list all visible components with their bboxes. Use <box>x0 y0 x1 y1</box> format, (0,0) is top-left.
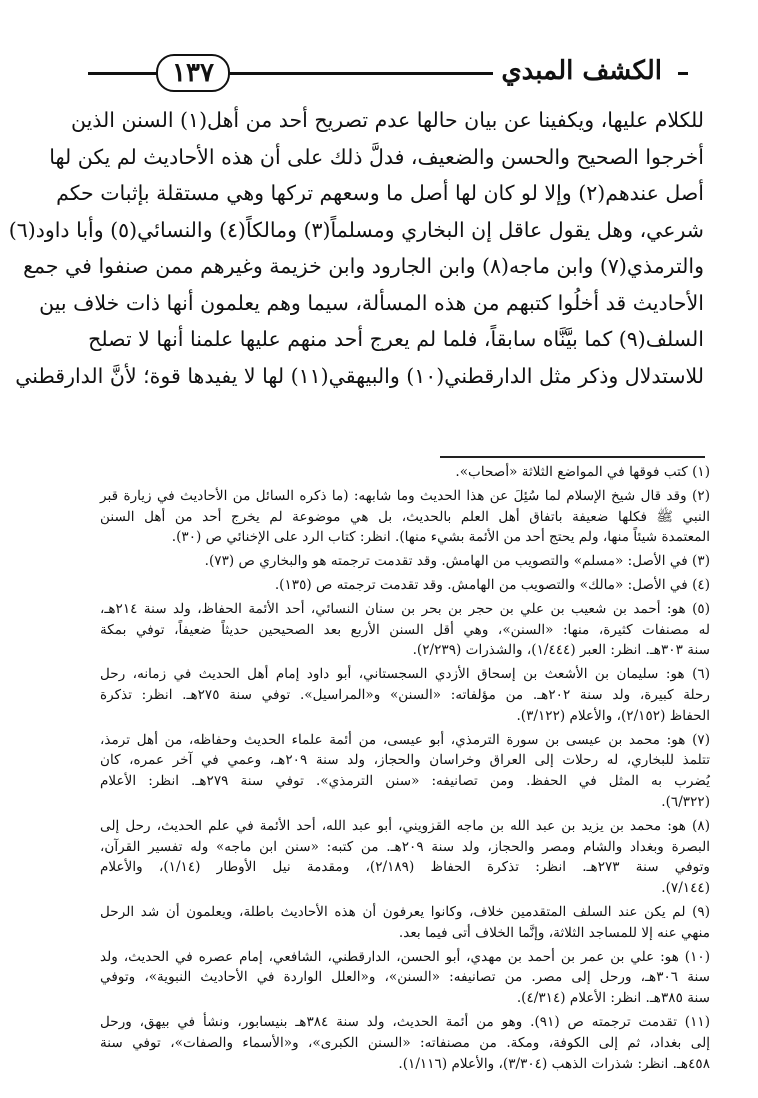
footnote-line: له مصنفات كثيرة، منها: «السنن»، وهي أقل السنن الأربع بعد الصحيحين حديثاً ضعيفاً، توفي بمكة <box>100 621 710 638</box>
footnotes <box>100 462 710 1077</box>
page-number: ١٣٧ <box>172 58 214 88</box>
footnote-line: (٤) في الأصل: «مالك» والتصويب من الهامش. وقد تقدمت ترجمته ص (١٣٥). <box>274 576 710 593</box>
footnote-line: المعتمدة شيئاً منها، ولم يحتج أحد من الأئمة بشيء منها). انظر: كتاب الرد على الإخنائي ص (٣٠). <box>171 529 710 546</box>
footnote-line: (٣) في الأصل: «مسلم» والتصويب من الهامش. وقد تقدمت ترجمته هو والبخاري ص (٧٣). <box>204 553 710 570</box>
footnote-line: ٤٥٨هـ. انظر: شذرات الذهب (٣/٣٠٤)، والأعلام (١/١١٦). <box>398 1055 710 1072</box>
body-line: للكلام عليها، ويكفينا عن بيان حالها عدم تصريح أحد من أهل(١) السنن الذين <box>70 108 704 132</box>
body-line: أخرجوا الصحيح والحسن والضعيف، فدلَّ ذلك على أن هذه الأحاديث لم يكن لها <box>49 144 704 169</box>
footnote-line: (٦/٣٢٢). <box>661 793 710 810</box>
footnote <box>100 816 710 899</box>
body-line: للاستدلال وذكر مثل الدارقطني(١٠) والبيهقي(١١) لها لا يفيدها قوة؛ لأنَّ الدارقطني <box>15 363 704 388</box>
footnote-line: رحلة كبيرة، ولد سنة ٢٠٢هـ. من مؤلفاته: «السنن» و«المراسيل». توفي سنة ٢٧٥هـ. انظر: تذكرة <box>100 686 710 703</box>
footnote-line: (٨) هو: محمد بن يزيد بن عبد الله بن ماجه القزويني، أبو عبد الله، أحد الأئمة في علم الحديث، رحل إلى <box>100 817 710 834</box>
footnote <box>100 1012 710 1074</box>
footnote-line: (٦) هو: سليمان بن الأشعث بن إسحاق الأزدي السجستاني، أبو داود إمام أهل الحديث في زمانه، رحل <box>100 666 710 683</box>
page-number-frame <box>156 54 230 92</box>
footnote-line: الحفاظ (٢/١٥٢)، والأعلام (٣/١٢٢). <box>516 707 710 724</box>
footnote-line: سنة ٣٠٣هـ. انظر: العبر (١/٤٤٤)، والشذرات (٢/٢٣٩). <box>412 642 710 659</box>
body-line: السلف(٩) كما بيَّنَّاه سابقاً، فلما لم يعرج أحد منهم عليها علمنا أنها لا تصلح <box>88 327 704 351</box>
footnote-line: (١١) تقدمت ترجمته ص (٩١). وهو من أئمة الحديث، ولد سنة ٣٨٤هـ بنيسابور، ونشأ في بيهق، ورحل <box>100 1013 711 1030</box>
footnote-line: إلى بغداد، ثم إلى الكوفة، ومكة. من مصنفاته: «السنن الكبرى»، و«الأسماء والصفات»، توفي سنة <box>100 1034 710 1051</box>
footnote-line: (٢) وقد قال شيخ الإسلام لما سُئِلَ عن هذا الحديث وما شابهه: (ما ذكره السائل من الأحاديث في زيارة قبر <box>100 487 710 504</box>
footnote-line: (٥) هو: أحمد بن شعيب بن علي بن حجر بن بحر بن سنان النسائي، أحد الأئمة الحفاظ، ولد سنة ٢١٤هـ، <box>100 600 710 617</box>
footnote-line: يُضرب به المثل في الحفظ. ومن تصانيفه: «سنن الترمذي». توفي سنة ٢٧٩هـ. انظر: الأعلام <box>100 773 710 790</box>
body-line: أصل عندهم(٢) وإلا لو كان لها أصل ما وسعهم تركها وهي مستقلة بإثبات حكم <box>56 181 704 205</box>
footnote <box>100 730 710 813</box>
footnote-line: (٧) هو: محمد بن عيسى بن سورة الترمذي، أبو عيسى، من أئمة علماء الحديث وحفاظه، من أهل ترمذ، <box>100 731 710 748</box>
footnote-line: تتلمذ للبخاري، له رحلات إلى العراق وخراسان والحجاز، ولد سنة ٢٠٩هـ، وعمي في آخر عمره، كان <box>100 752 710 769</box>
body-line: الأحاديث قد أخلُوا كتبهم من هذه المسألة، سيما وهم يعلمون أنها ذات خلاف بين <box>39 290 704 315</box>
footnote <box>100 599 710 661</box>
footnote-line: (١) كتب فوقها في المواضع الثلاثة «أصحاب». <box>455 464 710 480</box>
footnote <box>100 575 710 596</box>
footnote-line: النبي ﷺ فكلها ضعيفة باتفاق أهل العلم بالحديث، بل هي موضوعة لم يخرج أحد من أهل السنن <box>100 508 710 525</box>
footnote <box>100 947 710 1009</box>
page-header <box>88 52 688 92</box>
footnote-line: منهي عنه إلا للمساجد الثلاثة، وإنَّما الخلاف أتى فيما بعد. <box>398 924 710 941</box>
body-line: والترمذي(٧) وابن ماجه(٨) وابن الجارود وابن خزيمة وغيرهم ممن صنفوا في جمع <box>23 254 704 278</box>
footnote <box>100 664 710 726</box>
footnote-line: (٧/١٤٤). <box>661 880 710 897</box>
footnote-line: (١٠) هو: علي بن عمر بن أحمد بن مهدي، أبو الحسن، الدارقطني، الشافعي، إمام عصره في الحديث، ولد <box>100 948 710 965</box>
body-line: شرعي، وهل يقول عاقل إن البخاري ومسلماً(٣) ومالكاً(٤) والنسائي(٥) وأبا داود(٦) <box>8 217 704 242</box>
book-title: الكشف المبدي <box>493 54 670 88</box>
footnote-line: (٩) لم يكن عند السلف المتقدمين خلاف، وكانوا يعرفون أن هذه الأحاديث باطلة، ويعلمون أن شد الرحل <box>100 903 710 920</box>
main-text <box>8 102 704 394</box>
footnote <box>100 486 710 548</box>
footnote-line: سنة ٣٨٥هـ. انظر: الأعلام (٤/٣١٤). <box>516 990 710 1007</box>
footnote-separator <box>440 456 705 458</box>
header-rule-right <box>678 72 688 75</box>
footnote <box>100 902 710 944</box>
footnote <box>100 551 710 572</box>
footnote-line: سنة ٣٠٦هـ، ورحل إلى مصر. من تصانيفه: «السنن»، و«العلل الواردة في الأحاديث النبوية»، وتوفي <box>100 969 710 986</box>
footnote-line: البصرة وبغداد والشام ومصر والحجاز، ولد سنة ٢٠٩هـ. من كتبه: «سنن ابن ماجه» وله تفسير القرآن، <box>100 838 710 855</box>
footnote <box>100 462 710 483</box>
footnote-line: وتوفي سنة ٢٧٣هـ. انظر: تذكرة الحفاظ (٢/١٨٩)، ومقدمة نيل الأوطار (١/١٤)، والأعلام <box>100 859 710 876</box>
